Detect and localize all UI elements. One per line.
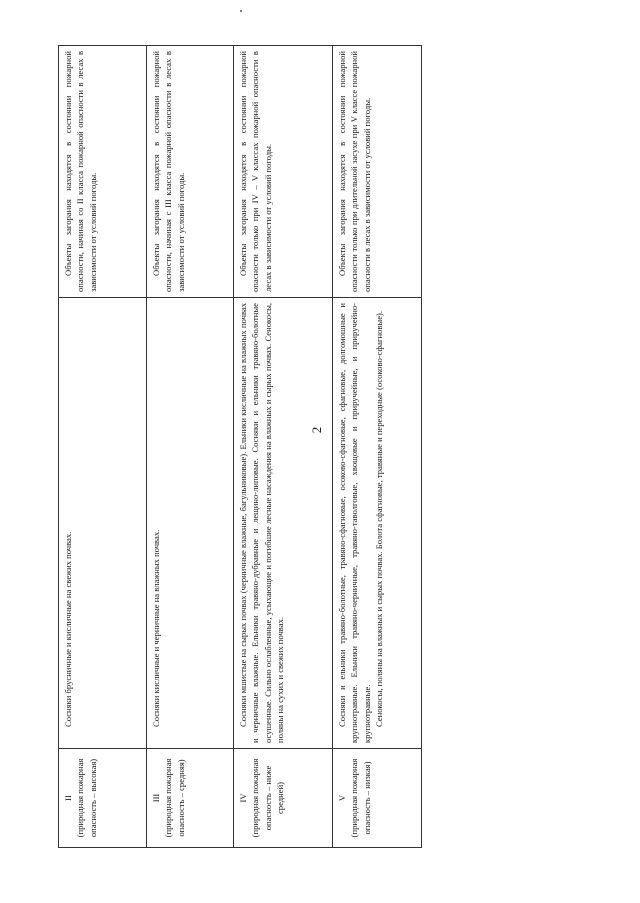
class-label: (природная пожарная опасность – ниже средней) <box>250 758 286 838</box>
class-cell <box>59 749 147 848</box>
table-row <box>147 46 234 848</box>
class-roman: IV <box>238 793 248 803</box>
table-row <box>59 46 147 848</box>
class-roman: V <box>337 794 347 802</box>
class-label: (природная пожарная опасность – высокая) <box>75 758 98 838</box>
ignition-description-cell <box>333 46 422 298</box>
ignition-description-text: Объекты загорания находятся в состоянии пожарной опасности только при длительной засухе при V классе пожарной опасности в лесах в зависимости от условий погоды. <box>337 51 372 292</box>
class-roman: II <box>63 795 73 801</box>
class-roman: III <box>151 793 161 803</box>
forest-types-text: Сосняки брусничные и кисличные на свежих почвах. <box>63 531 73 727</box>
forest-types-text: Сенокосы, поляны на влажных и сырых почвах. Болота сфагновые, травяные и переходные (осоково-сфагновые). <box>374 310 385 727</box>
forest-types-cell <box>234 298 333 749</box>
table-row <box>333 46 422 848</box>
fire-danger-table <box>58 45 422 848</box>
forest-types-cell <box>333 298 422 749</box>
speck-dot <box>240 10 242 12</box>
ignition-description-text: Объекты загорания находятся в состоянии пожарной опасности, начиная со II класса пожарной опасности в лесах в зависимости от условий погоды. <box>63 51 98 292</box>
forest-types-text: Сосняки мшистые на сырых почвах (черничные влажные, багульниковые). Ельники кисличные на влажных почвах и черничные влажные. Ельники травяно-дубравные и лещино-липовые. Сосняки и ельники травяно-болотные осушенные. Сильно ослабленные, усыхающие и погибшие лесные насаждения на влажных и сырых почвах. Сенокосы, поляны на сухих и свежих почвах. <box>238 303 286 743</box>
class-cell <box>234 749 333 848</box>
ignition-description-cell <box>147 46 234 298</box>
forest-types-text: Сосняки и ельники травяно-болотные, травяно-сфагновые, осоково-сфагновые, сфагновые, долгомошные и крупнотравные. Ельники травяно-черничные, травяно-таволговые, хвощовые и приручейные, и приручейно-крупнотравные. <box>337 303 372 743</box>
ignition-description-text: Объекты загорания находятся в состоянии пожарной опасности только при IV – V классах пожарной опасности в лесах в зависимости от условий погоды. <box>238 51 273 292</box>
forest-types-cell <box>59 298 147 749</box>
ignition-description-cell <box>234 46 333 298</box>
ignition-description-cell <box>59 46 147 298</box>
class-label: (природная пожарная опасность – средняя) <box>163 758 186 838</box>
forest-types-text: Сосняки кисличные и черничные на влажных почвах. <box>151 529 161 727</box>
ignition-description-text: Объекты загорания находятся в состоянии пожарной опасности, начиная с III класса пожарной опасности в лесах в зависимости от условий погоды. <box>151 51 186 292</box>
class-cell <box>333 749 422 848</box>
rotated-table-container <box>58 45 422 848</box>
class-cell <box>147 749 234 848</box>
table-row <box>234 46 333 848</box>
forest-types-cell <box>147 298 234 749</box>
page-number: 2 <box>309 426 324 434</box>
class-label: (природная пожарная опасность – низкая) <box>349 758 372 838</box>
